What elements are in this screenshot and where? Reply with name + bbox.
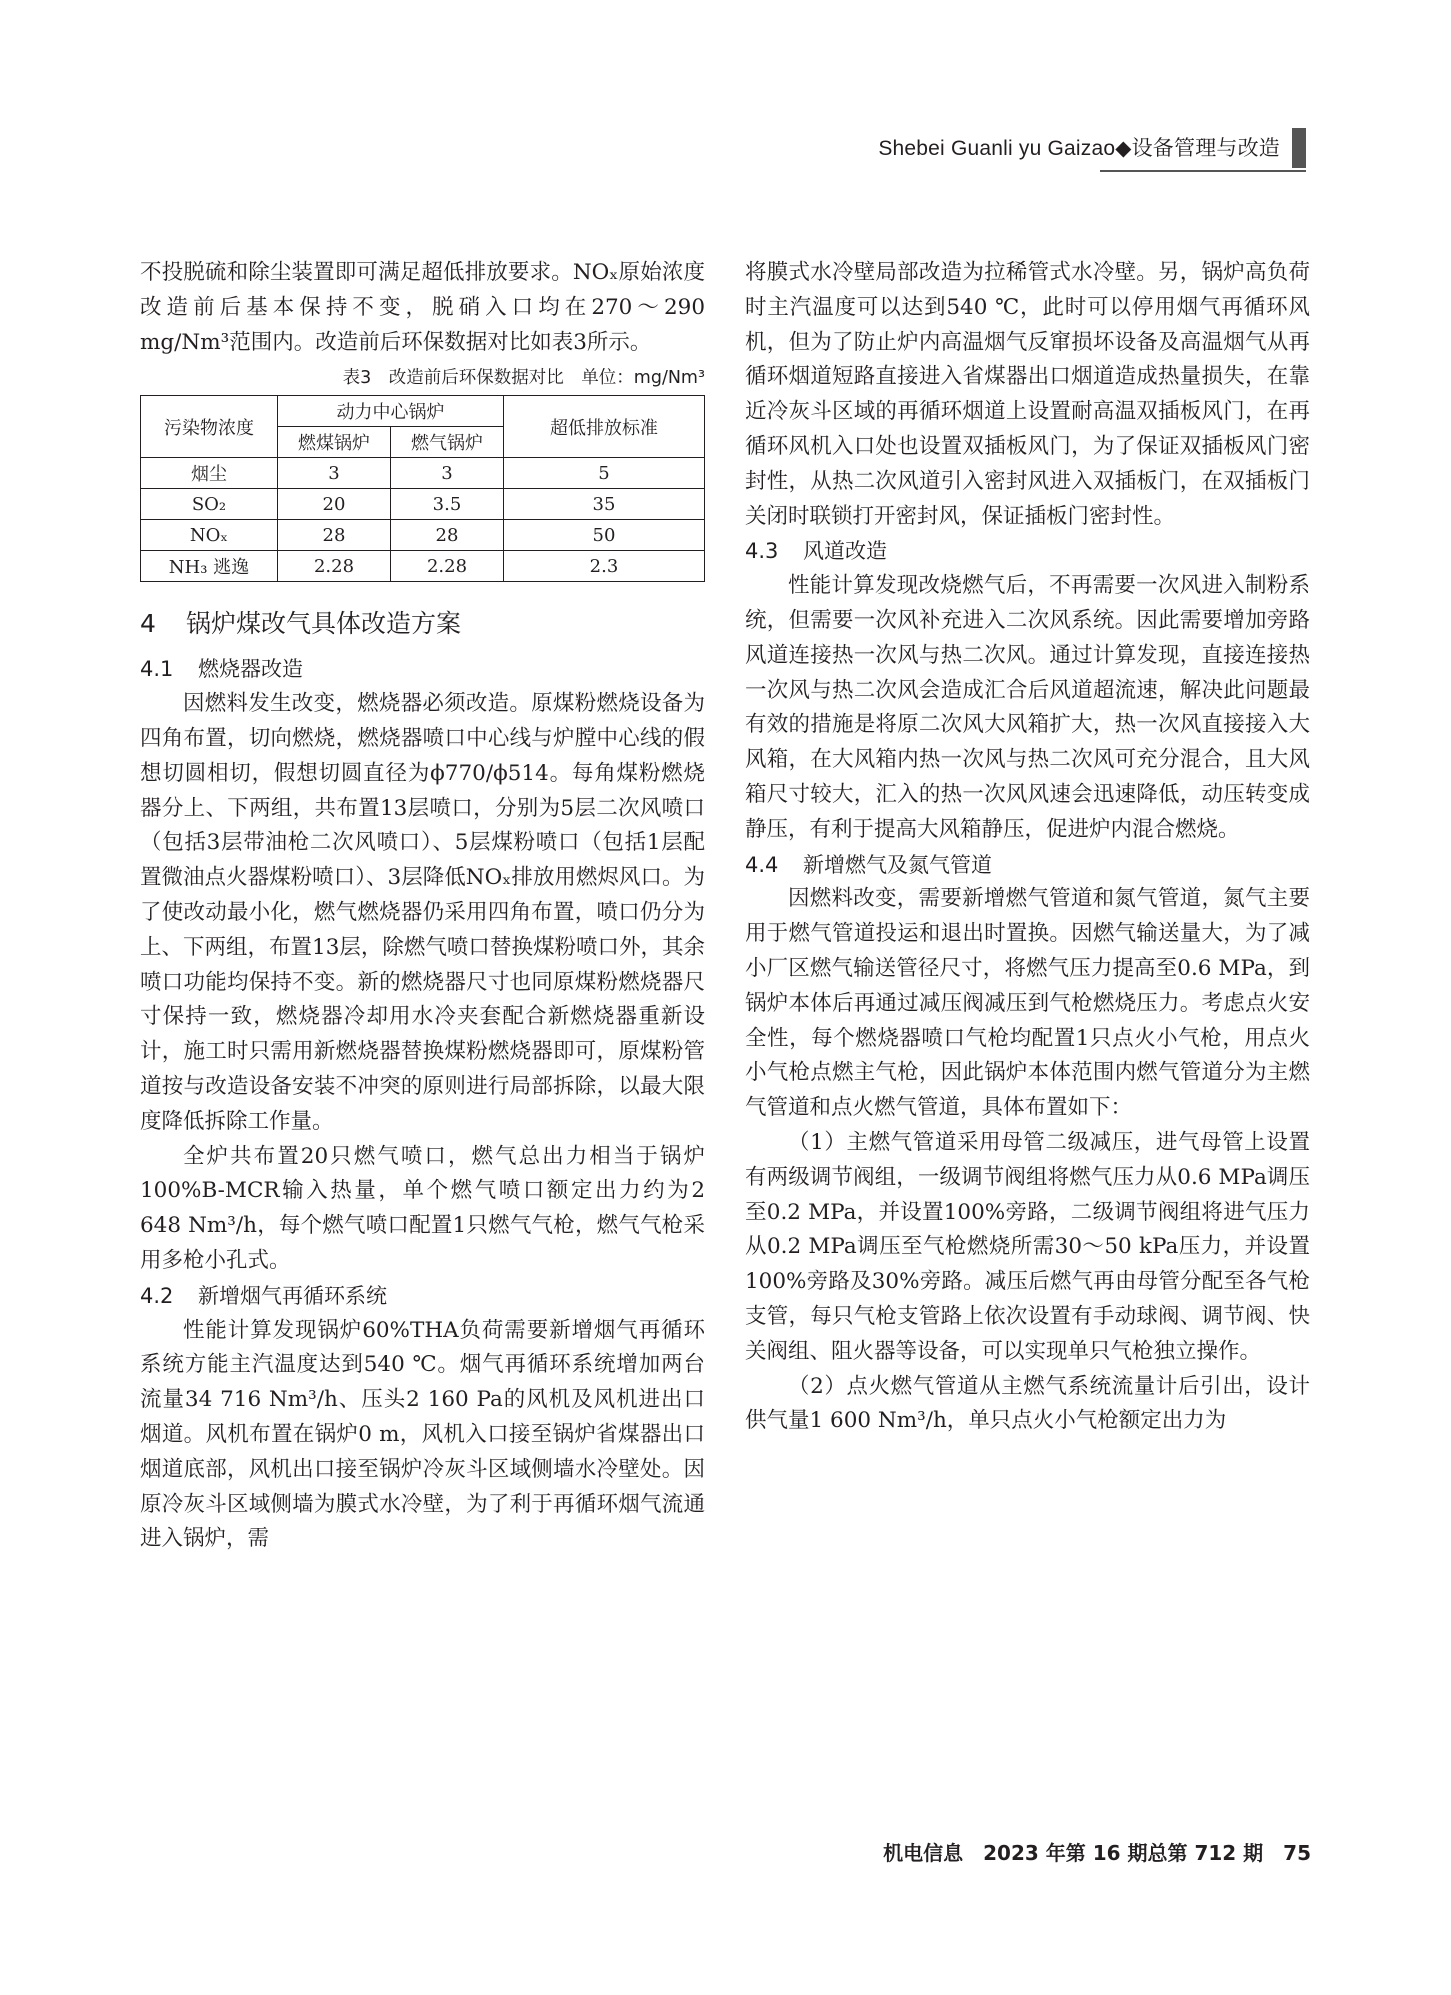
right-paragraph-3: 因燃料改变，需要新增燃气管道和氮气管道，氮气主要用于燃气管道投运和退出时置换。因燃气输送量大，为了减小厂区燃气输送管径尺寸，将燃气压力提高至0.6 MPa，到锅炉本体后再通过减压阀减压到气枪燃烧压力。考虑点火安全性，每个燃烧器喷口气枪均配置1只点火小气枪，用点火小气枪点燃主气枪，因此锅炉本体范围内燃气管道分为主燃气管道和点火燃气管道，具体布置如下： bbox=[745, 886, 1310, 1121]
page-footer: 机电信息 2023 年第 16 期总第 712 期 75 bbox=[883, 1841, 1311, 1865]
right-paragraph-4: （1）主燃气管道采用母管二级减压，进气母管上设置有两级调节阀组，一级调节阀组将燃气压力从0.6 MPa调压至0.2 MPa，并设置100%旁路，二级调节阀组将进气压力从0.2 MPa调压至气枪燃烧所需30～50 kPa压力，并设置100%旁路及30%旁路。减压后燃气再由母管分配至各气枪支管，每只气枪支管路上依次设置有手动球阀、调节阀、快关阀组、阻火器等设备，可以实现单只气枪独立操作。 bbox=[745, 1129, 1310, 1364]
table-row bbox=[141, 520, 705, 551]
cell-coal: 2.28 bbox=[278, 551, 391, 582]
cell-coal: 28 bbox=[278, 520, 391, 551]
right-column bbox=[745, 256, 1310, 1439]
section-title: 锅炉煤改气具体改造方案 bbox=[186, 609, 462, 639]
cell-name: SO₂ bbox=[141, 489, 278, 520]
cell-limit: 2.3 bbox=[504, 551, 705, 582]
header-pollutant: 污染物浓度 bbox=[141, 396, 278, 458]
section-number: 4 bbox=[140, 609, 156, 639]
right-paragraph-1: 将膜式水冷壁局部改造为拉稀管式水冷壁。另，锅炉高负荷时主汽温度可以达到540 ℃，此时可以停用烟气再循环风机，但为了防止炉内高温烟气反窜损坏设备及高温烟气从再循环烟道短路直接进入省煤器出口烟道造成热量损失，在靠近冷灰斗区域的再循环烟道上设置耐高温双插板风门，在再循环风机入口处也设置双插板风门，为了保证双插板风门密封性，从热二次风道引入密封风进入双插板门，在双插板门关闭时联锁打开密封风，保证插板门密封性。 bbox=[745, 260, 1310, 529]
cell-name: NOₓ bbox=[141, 520, 278, 551]
header-bar-mark bbox=[1292, 128, 1306, 168]
section-4-heading bbox=[140, 606, 705, 642]
left-paragraph-1: 不投脱硫和除尘装置即可满足超低排放要求。NOₓ原始浓度改造前后基本保持不变，脱硝入口均在270～290 mg/Nm³范围内。改造前后环保数据对比如表3所示。 bbox=[140, 260, 705, 355]
table-row bbox=[141, 458, 705, 489]
section-number: 4.3 bbox=[745, 539, 779, 564]
cell-coal: 3 bbox=[278, 458, 391, 489]
cell-name: NH₃ 逃逸 bbox=[141, 551, 278, 582]
left-paragraph-2: 因燃料发生改变，燃烧器必须改造。原煤粉燃烧设备为四角布置，切向燃烧，燃烧器喷口中心线与炉膛中心线的假想切圆相切，假想切圆直径为ϕ770/ϕ514。每角煤粉燃烧器分上、下两组，共布置13层喷口，分别为5层二次风喷口（包括3层带油枪二次风喷口）、5层煤粉喷口（包括1层配置微油点火器煤粉喷口）、3层降低NOₓ排放用燃烬风口。为了使改动最小化，燃气燃烧器仍采用四角布置，喷口仍分为上、下两组，布置13层，除燃气喷口替换煤粉喷口外，其余喷口功能均保持不变。新的燃烧器尺寸也同原煤粉燃烧器尺寸保持一致，燃烧器冷却用水冷夹套配合新燃烧器重新设计，施工时只需用新燃烧器替换煤粉燃烧器即可，原煤粉管道按与改造设备安装不冲突的原则进行局部拆除，以最大限度降低拆除工作量。 bbox=[140, 691, 705, 1134]
right-paragraph-2: 性能计算发现改烧燃气后，不再需要一次风进入制粉系统，但需要一次风补充进入二次风系统。因此需要增加旁路风道连接热一次风与热二次风。通过计算发现，直接连接热一次风与热二次风会造成汇合后风道超流速，解决此问题最有效的措施是将原二次风大风箱扩大，热一次风直接接入大风箱，在大风箱内热一次风与热二次风可充分混合，且大风箱尺寸较大，汇入的热一次风风速会迅速降低，动压转变成静压，有利于提高大风箱静压，促进炉内混合燃烧。 bbox=[745, 573, 1310, 842]
table-row bbox=[141, 551, 705, 582]
section-number: 4.4 bbox=[745, 852, 779, 877]
emissions-table bbox=[140, 395, 705, 582]
left-paragraph-4: 性能计算发现锅炉60%THA负荷需要新增烟气再循环系统方能主汽温度达到540 ℃。烟气再循环系统增加两台流量34 716 Nm³/h、压头2 160 Pa的风机及风机进出口烟道。风机布置在锅炉0 m，风机入口接至锅炉省煤器出口烟道底部，风机出口接至锅炉冷灰斗区域侧墙水冷壁处。因原冷灰斗区域侧墙为膜式水冷壁，为了利于再循环烟气流通进入锅炉，需 bbox=[140, 1317, 705, 1552]
section-4-3-heading bbox=[745, 534, 1310, 569]
cell-limit: 50 bbox=[504, 520, 705, 551]
cell-gas: 3.5 bbox=[391, 489, 504, 520]
section-4-1-heading bbox=[140, 652, 705, 687]
section-title: 风道改造 bbox=[803, 539, 887, 564]
table-row bbox=[141, 489, 705, 520]
section-number: 4.2 bbox=[140, 1283, 174, 1308]
section-title: 燃烧器改造 bbox=[198, 657, 303, 682]
table-caption: 表3 改造前后环保数据对比 单位：mg/Nm³ bbox=[342, 368, 705, 389]
header-ultra-low-limit: 超低排放标准 bbox=[504, 396, 705, 458]
cell-limit: 5 bbox=[504, 458, 705, 489]
section-4-2-heading bbox=[140, 1279, 705, 1314]
header-gas-boiler: 燃气锅炉 bbox=[391, 427, 504, 458]
table-header-row bbox=[141, 396, 705, 427]
section-title: 新增燃气及氮气管道 bbox=[803, 852, 992, 877]
right-paragraph-5: （2）点火燃气管道从主燃气系统流量计后引出，设计供气量1 600 Nm³/h，单只点火小气枪额定出力为 bbox=[745, 1373, 1310, 1434]
cell-gas: 3 bbox=[391, 458, 504, 489]
running-title: Shebei Guanli yu Gaizao◆设备管理与改造 bbox=[878, 137, 1280, 160]
cell-gas: 28 bbox=[391, 520, 504, 551]
header-coal-boiler: 燃煤锅炉 bbox=[278, 427, 391, 458]
cell-name: 烟尘 bbox=[141, 458, 278, 489]
left-paragraph-3: 全炉共布置20只燃气喷口，燃气总出力相当于锅炉100%B-MCR输入热量，单个燃气喷口额定出力约为2 648 Nm³/h，每个燃气喷口配置1只燃气气枪，燃气气枪采用多枪小孔式。 bbox=[140, 1143, 705, 1273]
section-4-4-heading bbox=[745, 848, 1310, 883]
cell-coal: 20 bbox=[278, 489, 391, 520]
header-rule bbox=[1100, 170, 1306, 172]
cell-limit: 35 bbox=[504, 489, 705, 520]
left-column bbox=[140, 256, 705, 1557]
header-boiler-group: 动力中心锅炉 bbox=[278, 396, 504, 427]
section-title: 新增烟气再循环系统 bbox=[198, 1283, 387, 1308]
cell-gas: 2.28 bbox=[391, 551, 504, 582]
running-header bbox=[800, 128, 1306, 172]
section-number: 4.1 bbox=[140, 657, 174, 682]
